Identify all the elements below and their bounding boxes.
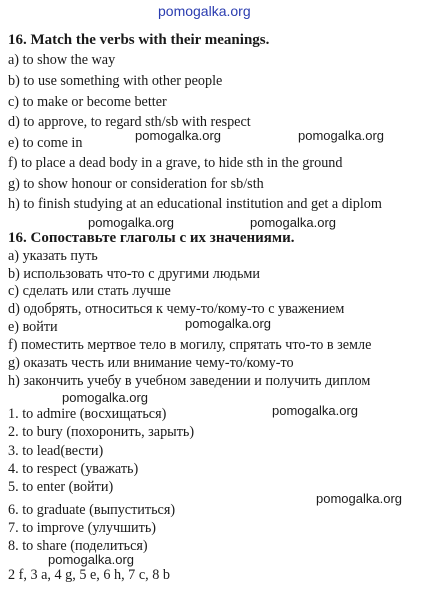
verb-item: 1. to admire (восхищаться) [8,406,167,422]
verb-item: 7. to improve (улучшить) [8,520,157,536]
watermark: pomogalka.org [298,128,384,143]
watermark: pomogalka.org [250,215,336,230]
watermark: pomogalka.org [62,390,148,405]
meaning-item: g) to show honour or consideration for sb/sth [8,176,264,192]
meaning-item: f) to place a dead body in a grave, to hide sth in the ground [8,155,343,171]
meaning-item: a) указать путь [8,248,98,264]
verb-item: 2. to bury (похоронить, зарыть) [8,424,195,440]
verb-item: 5. to enter (войти) [8,479,114,495]
verb-item: 8. to share (поделиться) [8,538,148,554]
verb-item: 4. to respect (уважать) [8,461,139,477]
watermark: pomogalka.org [48,552,134,567]
meaning-item: h) to finish studying at an educational institution and get a diplom [8,196,382,212]
watermark: pomogalka.org [135,128,221,143]
watermark: pomogalka.org [185,316,271,331]
meaning-item: e) войти [8,319,58,335]
watermark: pomogalka.org [316,491,402,506]
meaning-item: f) поместить мертвое тело в могилу, спрятать что-то в земле [8,337,372,353]
meaning-item: h) закончить учебу в учебном заведении и получить диплом [8,373,371,389]
meaning-item: d) to approve, to regard sth/sb with respect [8,114,251,130]
meaning-item: b) использовать что-то с другими людьми [8,266,261,282]
watermark: pomogalka.org [88,215,174,230]
meaning-item: a) to show the way [8,52,116,68]
watermark: pomogalka.org [158,3,251,19]
watermark: pomogalka.org [272,403,358,418]
meaning-item: d) одобрять, относиться к чему-то/кому-то с уважением [8,301,345,317]
meaning-item: c) сделать или стать лучше [8,283,171,299]
exercise-title-en: 16. Match the verbs with their meanings. [8,32,270,48]
verb-item: 6. to graduate (выпуститься) [8,502,176,518]
exercise-title-ru: 16. Сопоставьте глаголы с их значениями. [8,230,295,246]
meaning-item: c) to make or become better [8,94,167,110]
meaning-item: e) to come in [8,135,83,151]
meaning-item: b) to use something with other people [8,73,223,89]
verb-item: 3. to lead(вести) [8,443,104,459]
answer-key: 2 f, 3 a, 4 g, 5 e, 6 h, 7 c, 8 b [8,567,170,583]
meaning-item: g) оказать честь или внимание чему-то/кому-то [8,355,294,371]
